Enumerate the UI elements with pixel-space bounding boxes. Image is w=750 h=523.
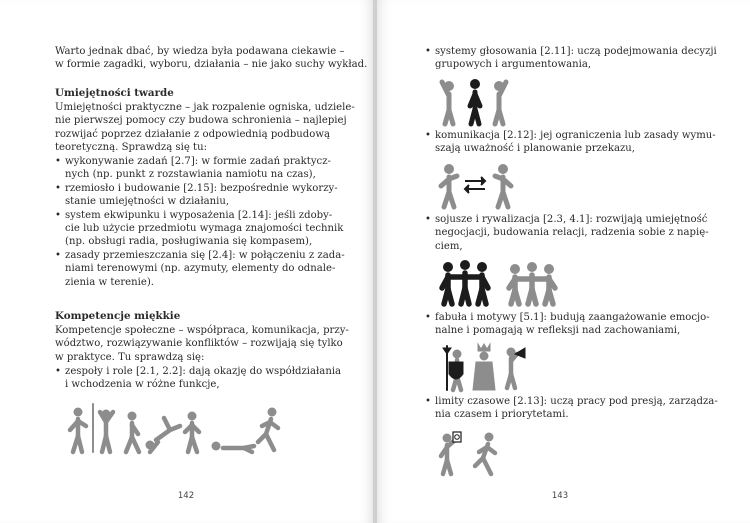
text-line: wództwo, rozwiązywanie konfliktów – rozwijają się tylko [55, 338, 343, 350]
text-line: negocjacji, budowania relacji, radzenia sobie z napię- [435, 227, 709, 239]
text-line: fabuła i motywy [5.1]: budują zaangażowanie emocjo- [435, 312, 710, 323]
text-line: i wchodzenia w różne funkcje, [65, 379, 220, 391]
text-line: zasady przemieszczania się [2.4]: w połączeniu z zada- [65, 249, 345, 261]
text-line: rzemiosło i budowanie [2.15]: bezpośrednie wykorzy- [65, 182, 338, 194]
text-line: Kompetencje społeczne – współpraca, komunikacja, przy- [55, 325, 349, 336]
text-line: wykonywanie zadań [2.7]: w formie zadań praktycz- [65, 156, 331, 167]
text-line: niami terenowymi (np. azymuty, elementy do odnale- [65, 263, 336, 275]
heading-soft-skills: Kompetencje miękkie [55, 310, 181, 322]
knight-king-herald-figures-icon [437, 342, 527, 392]
bullet-voting [425, 45, 717, 72]
bullet: • [425, 396, 431, 407]
bullet: • [425, 312, 431, 323]
alliance-rivalry-figures-icon [439, 258, 564, 306]
text-line: w formie zagadki, wyboru, działania – nie jako suchy wykład. [55, 59, 368, 71]
list-item [55, 155, 345, 182]
right-page [377, 0, 750, 523]
text-line: nych (np. punkt z rozstawiania namiotu na czas), [65, 169, 316, 181]
bullet-communication [425, 129, 716, 156]
text-line: nie pierwszej pomocy czy budowa schronienia – najlepiej [55, 115, 347, 127]
left-page [0, 0, 373, 523]
text-line: cie lub użycie przedmiotu wymaga znajomości technik [65, 223, 344, 235]
text-line: w praktyce. Tu sprawdzą się: [55, 351, 205, 363]
bullet: • [425, 130, 431, 141]
list-item [425, 395, 718, 422]
text-line: nalne i pomagają w refleksji nad zachowaniami, [435, 325, 681, 337]
bullet: • [55, 209, 61, 221]
text-line: rozwijać poprzez działanie z odpowiednią podbudową [55, 128, 330, 140]
text-line: zespoły i role [2.1, 2.2]: dają okazję do współdziałania [65, 366, 342, 377]
list-item [425, 213, 709, 253]
heading-hard-skills: Umiejętności twarde [55, 87, 174, 99]
page-number: 143 [551, 491, 569, 501]
list-item [425, 45, 717, 72]
text-line: zienia w terenie). [65, 276, 155, 288]
bullet: • [55, 182, 61, 194]
text-line: (np. obsługi radia, posługiwania się kompasem), [65, 236, 313, 248]
soft-skills-paragraph [55, 324, 349, 364]
list-item [55, 249, 345, 289]
hard-skills-paragraph [55, 101, 355, 155]
timer-runner-figures-icon [437, 428, 517, 478]
text-line: Warto jednak dbać, by wiedza była podawana ciekawie – [55, 46, 345, 57]
text-line: sojusze i rywalizacja [2.3, 4.1]: rozwijają umiejętność [435, 214, 708, 225]
soft-skills-list [55, 365, 341, 392]
list-item [55, 182, 345, 209]
list-item [425, 129, 716, 156]
intro-paragraph [55, 45, 367, 72]
list-item [55, 209, 345, 249]
text-line: systemy głosowania [2.11]: uczą podejmowania decyzji [435, 46, 717, 57]
text-line: grupowych i argumentowania, [435, 59, 592, 71]
team-roles-figures-icon [66, 402, 286, 462]
text-line: komunikacja [2.12]: jej ograniczenia lub zasady wymu- [435, 130, 716, 141]
text-line: stanie umiejętności w działaniu, [65, 196, 230, 208]
text-line: system ekwipunku i wyposażenia [2.14]: jeśli zdoby- [65, 209, 333, 221]
page-number: 142 [177, 491, 195, 501]
bullet-time-limits [425, 395, 718, 422]
bullet: • [55, 156, 61, 167]
text-line: ciem, [435, 240, 463, 252]
bullet: • [55, 366, 61, 377]
text-line: limity czasowe [2.13]: uczą pracy pod presją, zarządza- [435, 396, 718, 407]
communication-figures-icon [437, 160, 517, 210]
text-line: Umiejętności praktyczne – jak rozpalenie ogniska, udziele- [55, 102, 355, 113]
text-line: teoretyczną. Sprawdzą się tu: [55, 142, 207, 154]
text-line: nia czasem i priorytetami. [435, 409, 569, 421]
bullet: • [425, 46, 431, 57]
list-item [425, 311, 710, 338]
bullet-story [425, 311, 710, 338]
bullet: • [55, 249, 61, 261]
bullet-alliances [425, 213, 709, 253]
hard-skills-list [55, 155, 345, 289]
voting-figures-icon [437, 76, 517, 126]
bullet: • [425, 214, 431, 225]
text-line: szają uważność i planowanie przekazu, [435, 143, 635, 155]
list-item [55, 365, 341, 392]
